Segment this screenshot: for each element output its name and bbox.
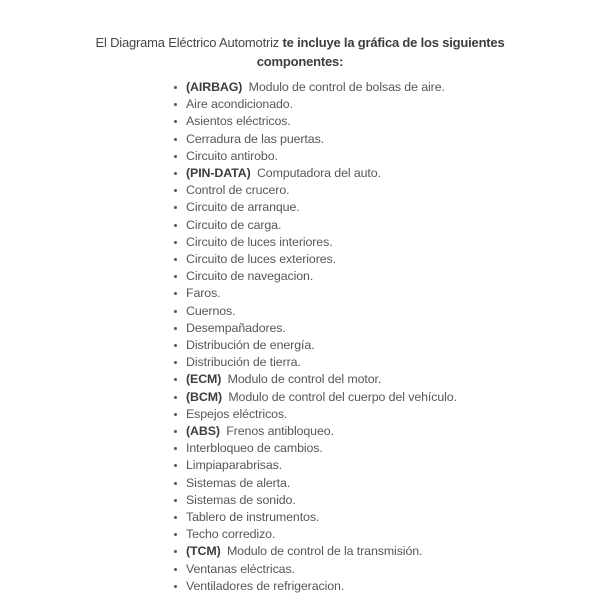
list-item: [173, 217, 600, 234]
list-item: [173, 182, 600, 199]
component-abbr: (ABS): [186, 424, 220, 439]
component-text: Control de crucero.: [186, 183, 290, 198]
component-text: Circuito de carga.: [186, 217, 282, 232]
bullet-icon: [174, 482, 177, 485]
bullet-icon: [174, 447, 177, 450]
component-text: Ventanas eléctricas.: [186, 561, 295, 576]
bullet-icon: [174, 189, 177, 192]
component-text: Asientos eléctricos.: [186, 114, 291, 129]
list-item: [173, 320, 600, 337]
bullet-icon: [174, 585, 177, 588]
list-item: [173, 475, 600, 492]
list-item: [173, 492, 600, 509]
list-item: [173, 113, 600, 130]
bullet-icon: [174, 361, 177, 364]
bullet-icon: [174, 568, 177, 571]
bullet-icon: [174, 310, 177, 313]
component-abbr: (AIRBAG): [186, 80, 243, 94]
list-item: [173, 578, 600, 595]
component-abbr: (PIN-DATA): [186, 166, 251, 181]
list-item: [173, 165, 600, 182]
component-text: Modulo de control de bolsas de aire.: [248, 80, 445, 94]
page-title-bold: te incluye la gráfica de los siguientes componentes:: [256, 35, 505, 69]
list-item: [173, 285, 600, 302]
bullet-icon: [174, 241, 177, 244]
component-text: Aire acondicionado.: [186, 97, 293, 112]
list-item: [173, 79, 600, 96]
component-text: Espejos eléctricos.: [186, 406, 288, 421]
list-item: [173, 268, 600, 285]
component-text: Modulo de control del motor.: [227, 372, 382, 387]
component-text: Circuito antirobo.: [186, 148, 278, 163]
bullet-icon: [174, 516, 177, 519]
component-text: Modulo de control de la transmisión.: [226, 544, 423, 559]
list-item: [173, 457, 600, 474]
list-item: [173, 561, 600, 578]
bullet-icon: [174, 103, 177, 106]
list-item: [173, 389, 600, 406]
page-title-regular: El Diagrama Eléctrico Automotriz: [95, 35, 280, 50]
component-text: Ventiladores de refrigeracion.: [186, 578, 345, 593]
component-text: Distribución de energía.: [186, 338, 315, 353]
component-abbr: (ECM): [186, 372, 222, 387]
list-item: [173, 423, 600, 440]
bullet-icon: [174, 258, 177, 261]
page-title: [69, 0, 531, 71]
component-text: Circuito de luces exteriores.: [186, 252, 336, 267]
list-item: [173, 303, 600, 320]
bullet-icon: [174, 396, 177, 399]
component-text: Modulo de control del cuerpo del vehículo.: [228, 389, 457, 404]
component-text: Faros.: [186, 286, 221, 301]
bullet-icon: [174, 155, 177, 158]
list-item: [173, 337, 600, 354]
component-text: Interbloqueo de cambios.: [186, 441, 323, 456]
component-text: Sistemas de sonido.: [186, 492, 296, 507]
bullet-icon: [174, 344, 177, 347]
component-text: Cerradura de las puertas.: [186, 131, 325, 146]
component-text: Techo corredizo.: [186, 527, 276, 542]
list-item: [173, 440, 600, 457]
component-text: Distribución de tierra.: [186, 355, 301, 370]
list-item: [173, 148, 600, 165]
list-item: [173, 371, 600, 388]
components-list: [173, 79, 600, 595]
bullet-icon: [174, 138, 177, 141]
bullet-icon: [174, 499, 177, 502]
bullet-icon: [174, 413, 177, 416]
bullet-icon: [174, 533, 177, 536]
list-item: [173, 526, 600, 543]
bullet-icon: [174, 430, 177, 433]
bullet-icon: [174, 327, 177, 330]
bullet-icon: [174, 172, 177, 175]
component-text: Circuito de arranque.: [186, 200, 300, 215]
list-item: [173, 406, 600, 423]
component-text: Frenos antibloqueo.: [226, 424, 334, 439]
list-item: [173, 509, 600, 526]
bullet-icon: [174, 550, 177, 553]
bullet-icon: [174, 206, 177, 209]
list-item: [173, 251, 600, 268]
component-text: Tablero de instrumentos.: [186, 510, 320, 525]
list-item: [173, 96, 600, 113]
bullet-icon: [174, 275, 177, 278]
bullet-icon: [174, 292, 177, 295]
list-item: [173, 131, 600, 148]
component-abbr: (TCM): [186, 544, 221, 559]
list-item: [173, 199, 600, 216]
component-text: Computadora del auto.: [256, 166, 381, 181]
component-text: Sistemas de alerta.: [186, 475, 291, 490]
bullet-icon: [174, 224, 177, 227]
list-item: [173, 234, 600, 251]
bullet-icon: [174, 464, 177, 467]
component-abbr: (BCM): [186, 389, 222, 404]
component-text: Cuernos.: [186, 303, 236, 318]
bullet-icon: [174, 378, 177, 381]
bullet-icon: [174, 120, 177, 123]
list-item: [173, 543, 600, 560]
component-text: Desempañadores.: [186, 320, 286, 335]
component-text: Circuito de navegacion.: [186, 269, 314, 284]
bullet-icon: [174, 86, 177, 89]
component-text: Limpiaparabrisas.: [186, 458, 283, 473]
list-item: [173, 354, 600, 371]
component-text: Circuito de luces interiores.: [186, 234, 333, 249]
